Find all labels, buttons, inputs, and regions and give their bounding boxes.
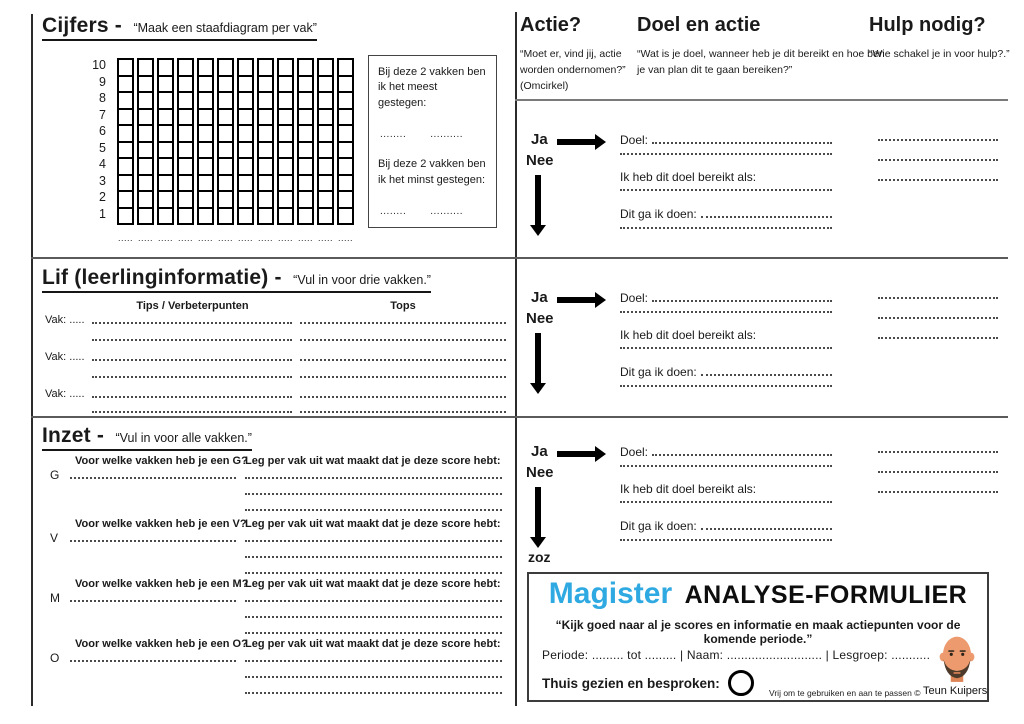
- grid-cell[interactable]: [237, 207, 254, 226]
- column-name-blank[interactable]: .....: [197, 233, 213, 243]
- doen-line[interactable]: [620, 227, 832, 229]
- footer-title-row: [529, 577, 987, 611]
- inzet-explain-line[interactable]: [245, 493, 502, 495]
- inzet-explain-line[interactable]: [245, 692, 502, 694]
- doel-quote: “Wat is je doel, wanneer heb je dit bereikt en hoe ben je van plan dit te gaan bereiken?”: [637, 48, 885, 76]
- inzet-explain-label: Leg per vak uit wat maakt dat je deze score hebt:: [245, 578, 501, 590]
- bar-column[interactable]: [177, 58, 194, 225]
- doel-line[interactable]: [620, 311, 832, 313]
- doel-label: Doel:: [620, 445, 649, 459]
- doel-line[interactable]: [620, 153, 832, 155]
- doel-line[interactable]: [620, 465, 832, 467]
- bar-column[interactable]: [117, 58, 134, 225]
- thuis-gezien-label: Thuis gezien en besproken:: [542, 675, 720, 691]
- right-arrow-icon: [557, 297, 595, 303]
- inzet-letter-m: M: [50, 591, 60, 605]
- lif-tops-line[interactable]: [300, 339, 506, 341]
- doel-line[interactable]: [652, 133, 832, 144]
- inzet-explain-line[interactable]: [245, 556, 502, 558]
- ja-option[interactable]: Ja: [531, 131, 548, 148]
- thuis-gezien-row: [542, 670, 754, 696]
- down-arrow-icon: [535, 175, 541, 225]
- author-name: Teun Kuipers: [923, 685, 988, 697]
- grid-cell[interactable]: [117, 207, 134, 226]
- section-divider-lif-inzet: [31, 416, 1008, 418]
- column-name-blank[interactable]: .....: [117, 233, 133, 243]
- doel-line[interactable]: [652, 445, 832, 456]
- inzet-question-v: Voor welke vakken heb je een V?: [75, 518, 247, 530]
- doen-line[interactable]: [701, 519, 832, 530]
- lif-tips-line[interactable]: [92, 376, 292, 378]
- lif-col-tops-header: Tops: [390, 300, 416, 312]
- hulp-line[interactable]: [878, 471, 998, 473]
- column-name-blank[interactable]: .....: [277, 233, 293, 243]
- bar-column[interactable]: [237, 58, 254, 225]
- bar-chart-grid[interactable]: [117, 58, 354, 225]
- lif-tops-line[interactable]: [300, 396, 506, 398]
- doen-label: Dit ga ik doen:: [620, 365, 697, 379]
- inzet-heading: [42, 424, 252, 451]
- ja-option[interactable]: Ja: [531, 289, 548, 306]
- lif-heading: [42, 266, 431, 293]
- inzet-explain-label: Leg per vak uit wat maakt dat je deze score hebt:: [245, 518, 501, 530]
- grid-cell[interactable]: [197, 207, 214, 226]
- inzet-explain-line[interactable]: [245, 676, 502, 678]
- inzet-explain-line[interactable]: [245, 572, 502, 574]
- lif-col-tips-header: Tips / Verbeterpunten: [136, 300, 249, 312]
- bar-column[interactable]: [217, 58, 234, 225]
- lif-vak-label[interactable]: [45, 351, 85, 363]
- bereikt-label: Ik heb dit doel bereikt als:: [620, 482, 757, 496]
- copyright-icon: ©: [914, 688, 921, 698]
- hulp-line[interactable]: [878, 179, 998, 181]
- actie-quote-text: “Moet er, vind jij, actie worden ondernomen?”: [520, 48, 626, 76]
- lif-title: Lif (leerlinginformatie) -: [42, 266, 282, 289]
- vak-label-text: Vak:: [45, 314, 67, 326]
- periode-naam-lesgroep-line[interactable]: Periode: ......... tot ......... | Naam: ........................... | Lesgroep: ...........: [542, 648, 931, 662]
- doen-label: Dit ga ik doen:: [620, 519, 697, 533]
- doen-line[interactable]: [620, 539, 832, 541]
- lif-quote: “Vul in voor drie vakken.”: [293, 273, 431, 287]
- inzet-letter-v: V: [50, 531, 59, 545]
- grid-cell[interactable]: [317, 207, 334, 226]
- lif-tips-line[interactable]: [92, 359, 292, 361]
- inzet-letter-g: G: [50, 468, 60, 482]
- meest-blank-1[interactable]: ........: [380, 129, 407, 141]
- column-name-blank[interactable]: .....: [157, 233, 173, 243]
- bereikt-label: Ik heb dit doel bereikt als:: [620, 170, 757, 184]
- lif-vak-label[interactable]: [45, 388, 85, 400]
- cijfers-title: Cijfers -: [42, 14, 122, 37]
- teun-kuipers-avatar: [935, 632, 979, 684]
- column-name-blank[interactable]: .....: [317, 233, 333, 243]
- vak-blank[interactable]: .....: [69, 351, 85, 363]
- column-name-blank[interactable]: .....: [137, 233, 153, 243]
- grid-cell[interactable]: [177, 207, 194, 226]
- ja-option[interactable]: Ja: [531, 443, 548, 460]
- inzet-explain-line[interactable]: [245, 540, 502, 542]
- thuis-gezien-checkbox-circle[interactable]: [728, 670, 754, 696]
- bereikt-line[interactable]: [620, 501, 832, 503]
- cijfers-heading: [42, 14, 317, 41]
- grid-cell[interactable]: [217, 207, 234, 226]
- cijfers-quote: “Maak een staafdiagram per vak”: [133, 21, 317, 35]
- inzet-explain-line[interactable]: [245, 600, 502, 602]
- doel-label: Doel:: [620, 133, 649, 147]
- y-axis-label: 6: [99, 124, 106, 138]
- inzet-explain-line[interactable]: [245, 632, 502, 634]
- hulp-line[interactable]: [878, 491, 998, 493]
- magister-footer-box: [527, 572, 989, 702]
- right-arrow-icon: [557, 139, 595, 145]
- right-arrow-icon: [557, 451, 595, 457]
- minst-blank-1[interactable]: ........: [380, 205, 407, 217]
- actie-header: Actie?: [520, 14, 582, 36]
- hulp-line[interactable]: [878, 297, 998, 299]
- actie-block-lif: [515, 283, 1008, 415]
- bar-column[interactable]: [297, 58, 314, 225]
- y-axis-label: 9: [99, 74, 106, 89]
- hulp-nodig-header: Hulp nodig?: [869, 14, 986, 36]
- footer-quote: “Kijk goed naar al je scores en informatie en maak actiepunten voor de komende periode.”: [555, 618, 961, 646]
- doen-label: Dit ga ik doen:: [620, 207, 697, 221]
- minst-blank-2[interactable]: ..........: [430, 205, 464, 217]
- inzet-explain-line[interactable]: [245, 477, 502, 479]
- y-axis-label: 1: [99, 206, 106, 221]
- down-arrow-icon: [535, 487, 541, 537]
- down-arrow-icon: [535, 333, 541, 383]
- inzet-explain-line[interactable]: [245, 616, 502, 618]
- magister-brand: Magister: [548, 577, 673, 610]
- lif-tops-line[interactable]: [300, 322, 506, 324]
- vak-blank[interactable]: .....: [69, 314, 85, 326]
- section-divider-cijfers-lif: [31, 257, 1008, 259]
- y-axis-label: 3: [99, 173, 106, 188]
- license-text: Vrij om te gebruiken en aan te passen: [769, 688, 912, 698]
- column-name-blank[interactable]: .....: [237, 233, 253, 243]
- vak-label-text: Vak:: [45, 388, 67, 400]
- grid-cell[interactable]: [157, 207, 174, 226]
- lif-tips-line[interactable]: [92, 339, 292, 341]
- lif-tops-line[interactable]: [300, 411, 506, 413]
- grid-cell[interactable]: [277, 207, 294, 226]
- grid-cell[interactable]: [337, 207, 354, 226]
- license-note: [769, 688, 921, 698]
- bar-column[interactable]: [277, 58, 294, 225]
- actie-block-inzet: [515, 437, 1008, 569]
- analyse-formulier-title: ANALYSE-FORMULIER: [684, 581, 968, 609]
- inzet-question-o: Voor welke vakken heb je een O?: [75, 638, 248, 650]
- actie-block-cijfers: [515, 125, 1008, 257]
- bar-column[interactable]: [137, 58, 154, 225]
- hulp-line[interactable]: [878, 337, 998, 339]
- minst-gestegen-label: Bij deze 2 vakken ben ik het minst gestegen:: [378, 158, 486, 186]
- inzet-m-blank[interactable]: [70, 600, 236, 602]
- doen-line[interactable]: [620, 385, 832, 387]
- actie-quote: [520, 47, 638, 94]
- inzet-title: Inzet -: [42, 424, 105, 447]
- inzet-o-blank[interactable]: [70, 660, 236, 662]
- doel-line[interactable]: [652, 291, 832, 302]
- inzet-question-m: Voor welke vakken heb je een M?: [75, 578, 249, 590]
- doen-line[interactable]: [701, 365, 832, 376]
- nee-option[interactable]: Nee: [526, 464, 554, 481]
- inzet-v-blank[interactable]: [70, 540, 236, 542]
- grid-cell[interactable]: [257, 207, 274, 226]
- doel-en-actie-header: Doel en actie: [637, 14, 761, 36]
- column-name-blank[interactable]: .....: [297, 233, 313, 243]
- hulp-line[interactable]: [878, 139, 998, 141]
- vak-blank[interactable]: .....: [69, 388, 85, 400]
- lif-vak-label[interactable]: [45, 314, 85, 326]
- inzet-explain-line[interactable]: [245, 660, 502, 662]
- nee-option[interactable]: Nee: [526, 310, 554, 327]
- y-axis-label: 4: [99, 157, 106, 171]
- lif-tips-line[interactable]: [92, 411, 292, 413]
- actie-omcirkel-note: (Omcirkel): [520, 79, 569, 92]
- doen-line[interactable]: [701, 207, 832, 218]
- inzet-quote: “Vul in voor alle vakken.”: [115, 431, 252, 445]
- inzet-explain-label: Leg per vak uit wat maakt dat je deze score hebt:: [245, 455, 501, 467]
- y-axis-label: 2: [99, 190, 106, 204]
- right-header-divider: [515, 99, 1008, 101]
- lif-tops-line[interactable]: [300, 376, 506, 378]
- bar-column[interactable]: [317, 58, 334, 225]
- hulp-line[interactable]: [878, 451, 998, 453]
- bereikt-line[interactable]: [620, 347, 832, 349]
- hulp-line[interactable]: [878, 159, 998, 161]
- y-axis-label: 8: [99, 91, 106, 105]
- inzet-g-blank[interactable]: [70, 477, 236, 479]
- meest-blank-2[interactable]: ..........: [430, 129, 464, 141]
- y-axis-label: 5: [99, 140, 106, 155]
- zoz-label: zoz: [528, 549, 551, 565]
- inzet-letter-o: O: [50, 651, 60, 665]
- lif-tips-line[interactable]: [92, 322, 292, 324]
- gestegen-box: [368, 55, 497, 228]
- bar-column[interactable]: [257, 58, 274, 225]
- grid-cell[interactable]: [137, 207, 154, 226]
- hulp-quote: “Wie schakel je in voor hulp?.”: [869, 48, 1010, 60]
- bar-column[interactable]: [197, 58, 214, 225]
- column-name-blank[interactable]: .....: [217, 233, 233, 243]
- vak-label-text: Vak:: [45, 351, 67, 363]
- bar-column[interactable]: [337, 58, 354, 225]
- inzet-explain-label: Leg per vak uit wat maakt dat je deze score hebt:: [245, 638, 501, 650]
- column-name-blank[interactable]: .....: [257, 233, 273, 243]
- bar-column[interactable]: [157, 58, 174, 225]
- doel-label: Doel:: [620, 291, 649, 305]
- bar-chart-y-axis: [84, 57, 106, 222]
- y-axis-label: 10: [92, 58, 106, 72]
- inzet-question-g: Voor welke vakken heb je een G?: [75, 455, 248, 467]
- grid-cell[interactable]: [297, 207, 314, 226]
- y-axis-label: 7: [99, 107, 106, 122]
- lif-tops-line[interactable]: [300, 359, 506, 361]
- bereikt-label: Ik heb dit doel bereikt als:: [620, 328, 757, 342]
- bereikt-line[interactable]: [620, 189, 832, 191]
- column-name-blank[interactable]: .....: [337, 233, 353, 243]
- meest-gestegen-label: Bij deze 2 vakken ben ik het meest gestegen:: [378, 66, 486, 109]
- bar-chart-x-axis-blanks[interactable]: [117, 233, 354, 243]
- nee-option[interactable]: Nee: [526, 152, 554, 169]
- hulp-line[interactable]: [878, 317, 998, 319]
- lif-tips-line[interactable]: [92, 396, 292, 398]
- inzet-explain-line[interactable]: [245, 509, 502, 511]
- left-page-border: [31, 14, 33, 706]
- column-name-blank[interactable]: .....: [177, 233, 193, 243]
